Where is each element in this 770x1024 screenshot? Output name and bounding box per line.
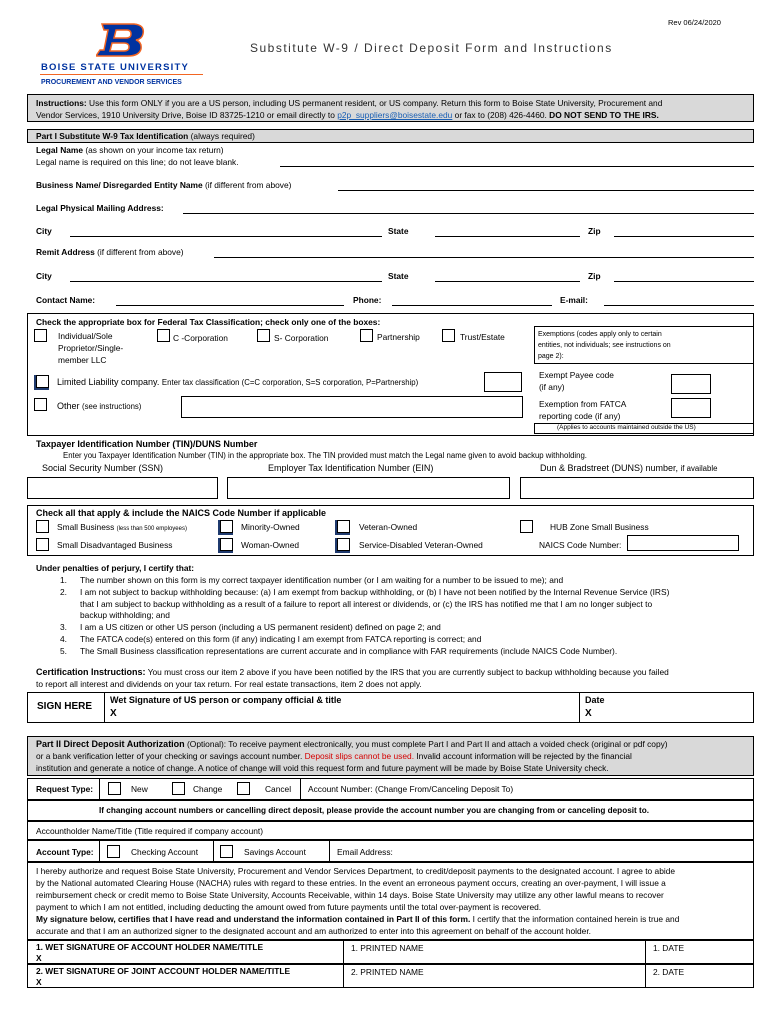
other-note: (see instructions) — [82, 402, 142, 411]
change-checkbox[interactable] — [172, 782, 185, 795]
partnership-checkbox[interactable] — [360, 329, 373, 342]
fatca-label: Exemption from FATCA — [539, 399, 627, 409]
perjury-item: backup withholding; and — [80, 610, 170, 621]
wet-signature-label: Wet Signature of US person or company official & title — [110, 695, 342, 705]
part1-title: Part I Substitute W-9 Tax Identification — [36, 131, 189, 141]
ein-field[interactable] — [227, 477, 510, 499]
perjury-item: I am a US citizen or other US person (including a US permanent resident) defined on page 2; and — [80, 622, 441, 633]
minority-label: Minority-Owned — [241, 522, 300, 532]
remit-city-field[interactable] — [70, 281, 382, 282]
small-business-note: (less than 500 employees) — [116, 526, 187, 532]
ein-label: Employer Tax Identification Number (EIN) — [268, 463, 434, 473]
woman-checkbox[interactable] — [220, 538, 233, 551]
legal-name-label: Legal Name — [36, 145, 84, 155]
email-address-label[interactable]: Email Address: — [337, 847, 393, 857]
exemptions-text-1: Exemptions (codes apply only to certain — [538, 331, 662, 338]
do-not-send-irs: DO NOT SEND TO THE IRS. — [549, 110, 659, 120]
indiv-label-3: member LLC — [58, 355, 107, 365]
s-corp-label: S- Corporation — [274, 333, 329, 343]
request-type-label: Request Type: — [36, 784, 94, 794]
c-corp-label: C -Corporation — [173, 333, 228, 343]
fatca-label-2: reporting code (if any) — [539, 411, 621, 421]
perjury-list — [36, 575, 746, 658]
phone-field[interactable] — [392, 305, 552, 306]
boise-state-b-logo — [96, 22, 146, 58]
change-label: Change — [193, 784, 223, 794]
auth-line: by the National automated Clearing House (NACHA) rules with regard to these entries. In the event an erroneous payment occurs, creating an over-payment, I will issue a — [36, 878, 666, 888]
perjury-num: 2. — [60, 586, 67, 597]
part2-text: or a bank verification letter of your checking or savings account number. — [36, 751, 303, 761]
hub-label: HUB Zone Small Business — [550, 522, 649, 532]
phone-label: Phone: — [353, 295, 382, 305]
other-field[interactable] — [181, 396, 523, 418]
mailing-address-field[interactable] — [183, 213, 754, 214]
row1-name-label[interactable]: 1. PRINTED NAME — [351, 943, 424, 953]
row2-sig-x[interactable]: X — [36, 977, 42, 987]
naics-code-field[interactable] — [627, 535, 739, 551]
perjury-num: 3. — [60, 622, 67, 633]
llc-note: Enter tax classification (C=C corporation, S=S corporation, P=Partnership) — [161, 378, 419, 387]
signature-certify-bold: My signature below, certifies that I have read and understand the information contained in Part II of this form. — [36, 914, 471, 924]
perjury-item: that I am subject to backup withholding as a result of a failure to report all interest or dividends, or (c) the IRS has notified me that I am no longer subject to — [80, 598, 653, 609]
fatca-note: (Applies to accounts maintained outside the US) — [557, 424, 696, 431]
partnership-label: Partnership — [377, 332, 420, 342]
exempt-payee-field[interactable] — [671, 374, 711, 394]
remit-address-field[interactable] — [214, 257, 754, 258]
change-warning: If changing account numbers or cancelling direct deposit, please provide the account number you are changing from or canceling deposit to. — [99, 806, 650, 815]
llc-label: Limited Liability company. — [57, 377, 160, 387]
business-name-label: Business Name/ Disregarded Entity Name — [36, 180, 203, 190]
new-checkbox[interactable] — [108, 782, 121, 795]
other-checkbox[interactable] — [34, 398, 47, 411]
signature-certify: I certify that the information contained herein is true and — [472, 914, 680, 924]
perjury-item: The FATCA code(s) entered on this form (if any) indicating I am exempt from FATCA reporting is correct; and — [80, 633, 482, 644]
zip-field[interactable] — [614, 236, 754, 237]
account-type-label: Account Type: — [36, 847, 94, 857]
duns-field[interactable] — [520, 477, 754, 499]
indiv-label-1: Individual/Sole — [58, 331, 113, 341]
perjury-item: I am not subject to backup withholding because: (a) I am exempt from backup withholding, or (b) I have not been notified by the Internal Revenue Service (IRS) — [80, 586, 670, 597]
tax-class-heading: Check the appropriate box for Federal Tax Classification; check only one of the boxes: — [36, 317, 381, 327]
logo-name: BOISE STATE UNIVERSITY — [41, 62, 189, 73]
cert-text: You must cross our item 2 above if you have been notified by the IRS that you are currently subject to backup withholding because you failed — [147, 667, 669, 677]
veteran-label: Veteran-Owned — [359, 522, 418, 532]
part2-text-2: Invalid account information will be rejected by the financial — [416, 751, 632, 761]
email-label: E-mail: — [560, 295, 588, 305]
duns-label: Dun & Bradstreet (DUNS) number, — [540, 463, 679, 473]
trust-label: Trust/Estate — [460, 332, 505, 342]
indiv-checkbox[interactable] — [34, 329, 47, 342]
ssn-label: Social Security Number (SSN) — [42, 463, 164, 473]
savings-label: Savings Account — [244, 847, 306, 857]
remit-city-label: City — [36, 271, 52, 281]
disadvantaged-checkbox[interactable] — [36, 538, 49, 551]
trust-checkbox[interactable] — [442, 329, 455, 342]
state-field[interactable] — [435, 236, 580, 237]
perjury-num: 5. — [60, 645, 67, 656]
c-corp-checkbox[interactable] — [157, 329, 170, 342]
naics-code-label: NAICS Code Number: — [539, 540, 622, 550]
accountholder-label[interactable]: Accountholder Name/Title (Title required if company account) — [36, 826, 263, 836]
row2-date-label[interactable]: 2. DATE — [653, 967, 685, 977]
llc-checkbox[interactable] — [36, 375, 49, 388]
auth-line: reimbursement check or credit memo to Boise State University, Accounts Receivable, within 14 days. Boise State University may utilize any other lawful means to recover — [36, 890, 664, 900]
auth-line: payment to which I am not entitled, including deducting the amount owed from future payments until the total over-payment is recovered. — [36, 902, 542, 912]
email-field[interactable] — [604, 305, 754, 306]
exemptions-text-3: page 2): — [538, 353, 564, 360]
llc-class-field[interactable] — [484, 372, 522, 392]
signature-x[interactable]: X — [110, 708, 117, 719]
city-label: City — [36, 226, 52, 236]
perjury-num: 4. — [60, 633, 67, 644]
row2-name-label[interactable]: 2. PRINTED NAME — [351, 967, 424, 977]
email-link[interactable]: p2p_suppliers@boisestate.edu — [337, 110, 453, 120]
auth-line: I hereby authorize and request Boise State University, Procurement and Vendor Services Department, to credit/deposit payments to the designated account. I agree to abide — [36, 866, 676, 876]
remit-label: Remit Address — [36, 247, 95, 257]
perjury-heading: Under penalties of perjury, I certify that: — [36, 563, 195, 573]
logo-dept: PROCUREMENT AND VENDOR SERVICES — [41, 79, 182, 86]
instructions-text: Use this form ONLY if you are a US person, including US permanent resident, or US company. Return this form to Boise State University, Procurement and — [89, 98, 663, 108]
checking-checkbox[interactable] — [107, 845, 120, 858]
part2-note: (Optional): To receive payment electronically, you must complete Part I and Part II and attach a voided check (original or pdf copy) — [187, 739, 668, 749]
revision-date: Rev 06/24/2020 — [668, 18, 721, 27]
date-x[interactable]: X — [585, 708, 592, 719]
zip-label: Zip — [588, 226, 601, 236]
part2-text-3: institution and generate a notice of change. A notice of change will void this request form and future payment will be made by Boise State University check. — [36, 763, 609, 773]
legal-name-note: (as shown on your income tax return) — [85, 145, 224, 155]
part2-title: Part II Direct Deposit Authorization — [36, 739, 185, 749]
indiv-label-2: Proprietor/Single- — [58, 343, 124, 353]
signature-certify-2: accurate and that I am an authorized signer to the designated account and am authorized to enter into this agreement on behalf of the account holder. — [36, 926, 591, 936]
business-name-note: (if different from above) — [204, 180, 292, 190]
row2-sig-label: 2. WET SIGNATURE OF JOINT ACCOUNT HOLDER NAME/TITLE — [36, 966, 291, 976]
naics-heading: Check all that apply & include the NAICS Code Number if applicable — [36, 508, 327, 518]
checking-label: Checking Account — [131, 847, 199, 857]
fatca-field[interactable] — [671, 398, 711, 418]
mailing-address-label: Legal Physical Mailing Address: — [36, 203, 164, 213]
form-title: Substitute W-9 / Direct Deposit Form and Instructions — [250, 41, 613, 55]
remit-state-field[interactable] — [435, 281, 580, 282]
row1-sig-label: 1. WET SIGNATURE OF ACCOUNT HOLDER NAME/TITLE — [36, 942, 264, 952]
remit-zip-label: Zip — [588, 271, 601, 281]
row1-sig-x[interactable]: X — [36, 953, 42, 963]
perjury-item: The number shown on this form is my correct taxpayer identification number (or I am waiting for a number to be issued to me); and — [80, 575, 564, 585]
city-field[interactable] — [70, 236, 382, 237]
account-number-label: Account Number: (Change From/Canceling Deposit To) — [308, 784, 514, 794]
contact-label: Contact Name: — [36, 295, 96, 305]
remit-zip-field[interactable] — [614, 281, 754, 282]
disabled-vet-checkbox[interactable] — [337, 538, 350, 551]
hub-checkbox[interactable] — [520, 520, 533, 533]
cancel-label: Cancel — [265, 784, 292, 794]
exempt-payee-label-2: (if any) — [539, 382, 565, 392]
new-label: New — [131, 784, 148, 794]
veteran-checkbox[interactable] — [337, 520, 350, 533]
legal-name-required: Legal name is required on this line; do not leave blank. — [36, 157, 239, 167]
row1-date-label[interactable]: 1. DATE — [653, 943, 685, 953]
remit-note: (if different from above) — [97, 247, 184, 257]
date-label: Date — [585, 695, 605, 705]
sign-here: SIGN HERE — [37, 701, 93, 712]
duns-note: if available — [680, 464, 718, 473]
instructions-text-3: or fax to (208) 426-4460. — [454, 110, 547, 120]
cert-label: Certification Instructions: — [36, 667, 146, 677]
tin-desc: Enter you Taxpayer Identification Number (TIN) in the appropriate box. The TIN provided must match the Legal name given to avoid backup withholding. — [63, 451, 587, 460]
instructions-text-2: Vendor Services, 1910 University Drive, Boise ID 83725-1210 or email directly to — [36, 110, 335, 120]
deposit-slip-warning: Deposit slips cannot be used. — [304, 751, 415, 761]
tin-heading: Taxpayer Identification Number (TIN)/DUNS Number — [36, 439, 258, 449]
contact-field[interactable] — [116, 305, 344, 306]
perjury-item: The Small Business classification representations are current accurate and in compliance with FAR requirements (include NAICS Code Number). — [80, 645, 618, 656]
remit-state-label: State — [388, 271, 409, 281]
business-name-field[interactable] — [338, 190, 754, 191]
savings-checkbox[interactable] — [220, 845, 233, 858]
disabled-vet-label: Service-Disabled Veteran-Owned — [359, 540, 483, 550]
ssn-field[interactable] — [27, 477, 218, 499]
perjury-num: 1. — [60, 575, 67, 585]
minority-checkbox[interactable] — [220, 520, 233, 533]
woman-label: Woman-Owned — [241, 540, 300, 550]
exempt-payee-label: Exempt Payee code — [539, 370, 614, 380]
cert-text-2: to report all interest and dividends on your tax return. For real estate transactions, item 2 does not apply. — [36, 679, 422, 689]
cancel-checkbox[interactable] — [237, 782, 250, 795]
exemptions-text-2: entities, not individuals; see instructions on — [538, 342, 671, 349]
other-label: Other — [57, 401, 80, 411]
disadvantaged-label: Small Disadvantaged Business — [57, 540, 173, 550]
s-corp-checkbox[interactable] — [257, 329, 270, 342]
legal-name-field[interactable] — [280, 166, 754, 167]
small-business-label: Small Business — [57, 522, 115, 532]
small-business-checkbox[interactable] — [36, 520, 49, 533]
instructions-label: Instructions: — [36, 98, 87, 108]
state-label: State — [388, 226, 409, 236]
part1-note: (always required) — [190, 131, 255, 141]
